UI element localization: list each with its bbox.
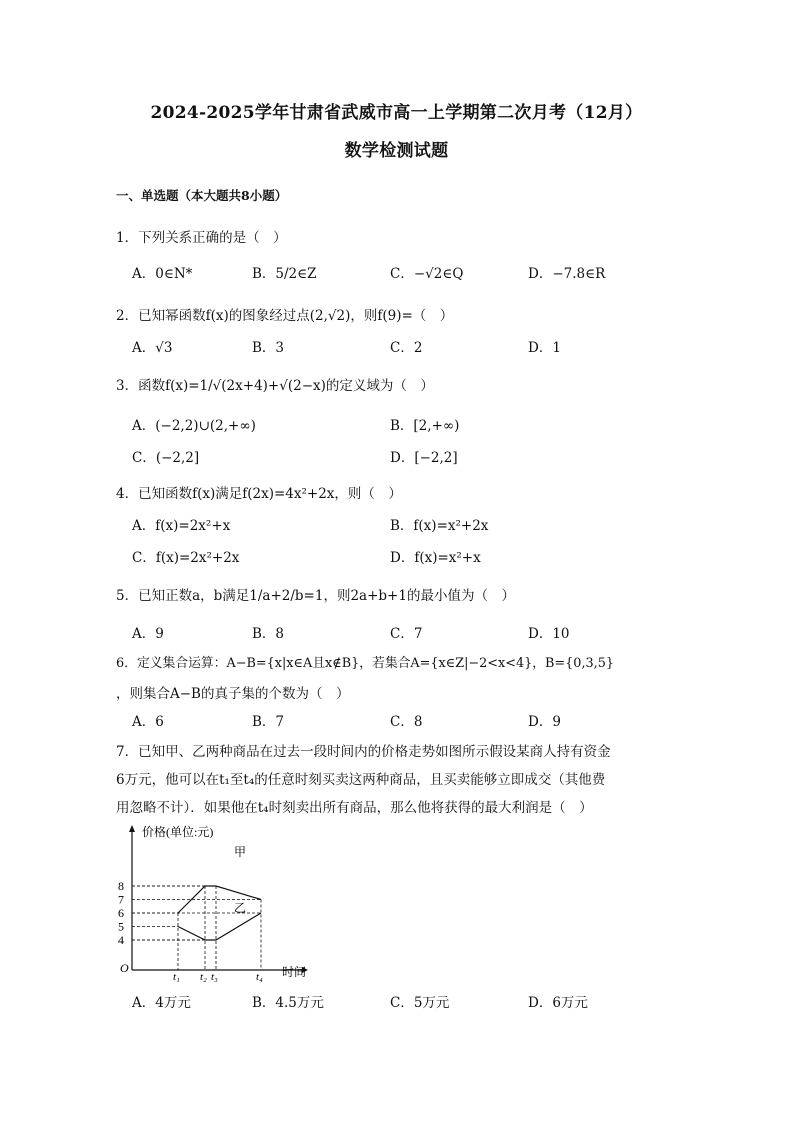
x-tick-label: t₃ (211, 971, 218, 982)
question-4-stem: 4．已知函数f(x)满足f(2x)=4x²+2x，则（ ） (116, 486, 402, 502)
y-axis-arrow (129, 825, 135, 832)
question-1-option-a: A．0∈N* (132, 266, 193, 282)
x-tick-label: t₁ (173, 971, 180, 982)
question-3-option-b: B．[2,+∞) (390, 418, 460, 434)
question-1-stem: 1．下列关系正确的是（ ） (116, 230, 287, 246)
question-4-option-b: B．f(x)=x²+2x (390, 518, 489, 534)
question-4-option-d: D．f(x)=x²+x (390, 550, 481, 566)
question-6-stem-continued: ，则集合A−B的真子集的个数为（ ） (116, 686, 350, 702)
question-7-stem: 7．已知甲、乙两种商品在过去一段时间内的价格走势如图所示假设某商人持有资金 (116, 744, 611, 760)
paper-subtitle: 数学检测试题 (344, 141, 449, 161)
question-2-stem: 2．已知幂函数f(x)的图象经过点(2,√2)，则f(9)=（ ） (116, 308, 454, 324)
y-tick-label: 4 (118, 933, 124, 947)
question-7-option-b: B．4.5万元 (252, 995, 324, 1011)
question-6-option-a: A．6 (132, 714, 164, 730)
series-b-label: 乙 (234, 901, 247, 915)
x-tick-label: t₄ (256, 971, 263, 982)
y-tick-label: 8 (118, 879, 124, 893)
y-tick-label: 7 (118, 892, 124, 907)
paper-title: 2024-2025学年甘肃省武威市高一上学期第二次月考（12月） (150, 103, 643, 123)
question-2-option-d: D．1 (528, 340, 561, 356)
question-7-option-a: A．4万元 (132, 995, 191, 1011)
question-7-stem-line2: 6万元，他可以在t₁至t₄的任意时刻买卖这两种商品，且买卖能够立即成交（其他费 (116, 772, 606, 788)
question-1-option-c: C．−√2∈Q (390, 266, 464, 282)
question-5-stem: 5．已知正数a，b满足1/a+2/b=1，则2a+b+1的最小值为（ ） (116, 588, 515, 604)
series-b-line (178, 913, 261, 940)
x-axis-label: 时间 (282, 965, 307, 979)
question-7-option-d: D．6万元 (528, 995, 588, 1011)
question-6-option-c: C．8 (390, 714, 423, 730)
question-6-option-d: D．9 (528, 714, 561, 730)
series-a-label: 甲 (234, 845, 247, 859)
question-1-option-d: D．−7.8∈R (528, 266, 606, 282)
question-3-option-c: C．(−2,2] (132, 450, 200, 466)
section-heading: 一、单选题（本大题共8小题） (116, 188, 288, 203)
x-tick-label: t₂ (200, 971, 207, 982)
question-3-stem: 3．函数f(x)=1/√(2x+4)+√(2−x)的定义域为（ ） (116, 378, 434, 394)
question-5-option-a: A．9 (132, 626, 164, 642)
question-5-option-c: C．7 (390, 626, 423, 642)
question-4-option-a: A．f(x)=2x²+x (132, 518, 231, 534)
question-7-stem-line3: 用忽略不计）．如果他在t₄时刻卖出所有商品，那么他将获得的最大利润是（ ） (116, 800, 593, 816)
y-axis-label: 价格(单位:元) (142, 825, 214, 839)
question-2-option-a: A．√3 (132, 340, 173, 356)
question-4-option-c: C．f(x)=2x²+2x (132, 550, 240, 566)
question-6-option-b: B．7 (252, 714, 285, 730)
question-5-option-d: D．10 (528, 626, 570, 642)
question-3-option-a: A．(−2,2)∪(2,+∞) (132, 418, 256, 434)
question-6-stem: 6．定义集合运算：A−B={x|x∈A且x∉B}，若集合A={x∈Z|−2<x<4}，B={0,3,5} (116, 656, 615, 671)
y-tick-label: 6 (118, 906, 124, 920)
origin-label: O (120, 961, 129, 975)
question-3-option-d: D．[−2,2] (390, 450, 458, 466)
question-2-option-c: C．2 (390, 340, 423, 356)
question-5-option-b: B．8 (252, 626, 285, 642)
question-7-option-c: C．5万元 (390, 995, 450, 1011)
price-trend-chart (112, 822, 312, 982)
question-1-option-b: B．5/2∈Z (252, 266, 317, 282)
question-2-option-b: B．3 (252, 340, 285, 356)
y-tick-label: 5 (118, 919, 124, 934)
